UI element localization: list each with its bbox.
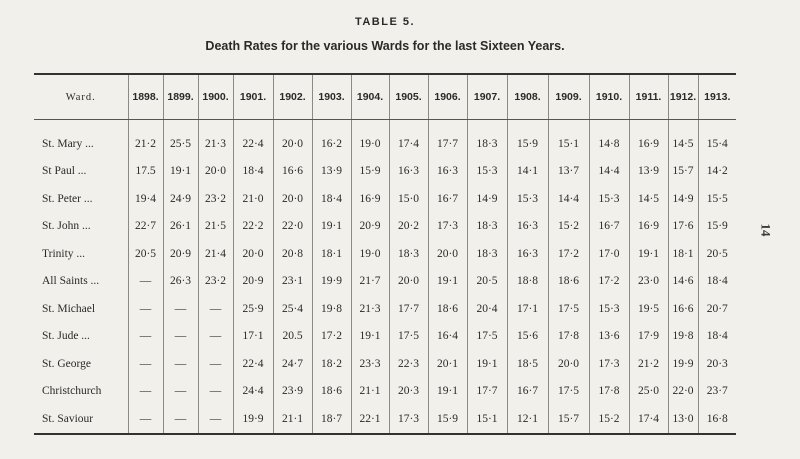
rate-cell: — xyxy=(163,378,198,406)
rate-cell: 17·5 xyxy=(389,323,428,351)
header-ward: Ward. xyxy=(34,74,128,120)
rate-cell: 19·8 xyxy=(668,323,698,351)
rate-cell: — xyxy=(163,295,198,323)
rate-cell: 18·8 xyxy=(507,268,548,296)
header-year: 1903. xyxy=(312,74,351,120)
rate-cell: 17·2 xyxy=(548,240,589,268)
rate-cell: 19·4 xyxy=(128,185,163,213)
rate-cell: 21·2 xyxy=(128,120,163,158)
rate-cell: 19·9 xyxy=(668,350,698,378)
rate-cell: 18·4 xyxy=(312,185,351,213)
rate-cell: 17·2 xyxy=(589,268,629,296)
ward-name: St Paul ... xyxy=(42,165,87,178)
rate-cell: 16·7 xyxy=(589,213,629,241)
rate-cell: 18·6 xyxy=(548,268,589,296)
header-year: 1907. xyxy=(467,74,507,120)
rate-cell: 17.5 xyxy=(128,158,163,186)
header-year: 1910. xyxy=(589,74,629,120)
rate-cell: — xyxy=(198,405,233,434)
header-year: 1912. xyxy=(668,74,698,120)
rate-cell: 14·5 xyxy=(668,120,698,158)
header-year: 1905. xyxy=(389,74,428,120)
ward-name: All Saints ... xyxy=(42,275,100,288)
rate-cell: 14·1 xyxy=(507,158,548,186)
rate-cell: 19·1 xyxy=(428,268,467,296)
rate-cell: 18·1 xyxy=(312,240,351,268)
rate-cell: 17·4 xyxy=(629,405,668,434)
rate-cell: 20·5 xyxy=(128,240,163,268)
rate-cell: 19·5 xyxy=(629,295,668,323)
rate-cell: 17·9 xyxy=(629,323,668,351)
rate-cell: 22·0 xyxy=(273,213,312,241)
rate-cell: 16·7 xyxy=(507,378,548,406)
rate-cell: 21·2 xyxy=(629,350,668,378)
rate-cell: 16·4 xyxy=(428,323,467,351)
rate-cell: 16·7 xyxy=(428,185,467,213)
header-year: 1898. xyxy=(128,74,163,120)
rate-cell: 18·7 xyxy=(312,405,351,434)
ward-name: Christchurch xyxy=(42,385,102,398)
header-year: 1904. xyxy=(351,74,389,120)
rate-cell: 22·1 xyxy=(351,405,389,434)
ward-name: St. Michael xyxy=(42,302,96,315)
header-year: 1911. xyxy=(629,74,668,120)
rate-cell: 18·2 xyxy=(312,350,351,378)
rate-cell: 15·9 xyxy=(698,213,736,241)
rate-cell: 18·6 xyxy=(428,295,467,323)
rate-cell: 17·2 xyxy=(312,323,351,351)
death-rates-table xyxy=(34,73,736,435)
ward-name: St. John ... xyxy=(42,220,91,233)
rate-cell: 20·0 xyxy=(389,268,428,296)
rate-cell: 15·9 xyxy=(507,120,548,158)
rate-cell: 15·7 xyxy=(668,158,698,186)
table-row xyxy=(34,185,736,213)
rate-cell: 14·4 xyxy=(548,185,589,213)
rate-cell: 13·7 xyxy=(548,158,589,186)
rate-cell: 22·2 xyxy=(233,213,273,241)
rate-cell: 19·1 xyxy=(312,213,351,241)
rate-cell: 17·8 xyxy=(589,378,629,406)
rate-cell: 15·3 xyxy=(589,185,629,213)
rate-cell: 15·9 xyxy=(428,405,467,434)
table-row xyxy=(34,323,736,351)
rate-cell: 20.5 xyxy=(273,323,312,351)
rate-cell: 15·2 xyxy=(589,405,629,434)
rate-cell: 20·0 xyxy=(548,350,589,378)
rate-cell: 23·3 xyxy=(351,350,389,378)
ward-name: St. Mary ... xyxy=(42,137,94,150)
rate-cell: 25·0 xyxy=(629,378,668,406)
rate-cell: 20·3 xyxy=(389,378,428,406)
rate-cell: 22·3 xyxy=(389,350,428,378)
rate-cell: 20·0 xyxy=(273,120,312,158)
header-year: 1900. xyxy=(198,74,233,120)
rate-cell: 15·1 xyxy=(467,405,507,434)
rate-cell: 19·9 xyxy=(312,268,351,296)
rate-cell: 19·1 xyxy=(629,240,668,268)
rate-cell: 14·4 xyxy=(589,158,629,186)
rate-cell: 14·8 xyxy=(589,120,629,158)
rate-cell: 16·3 xyxy=(507,213,548,241)
table-title: TABLE 5. xyxy=(354,16,416,28)
rate-cell: 17·5 xyxy=(548,378,589,406)
rate-cell: 17·3 xyxy=(428,213,467,241)
rate-cell: 18·3 xyxy=(467,213,507,241)
rate-cell: 22·0 xyxy=(668,378,698,406)
rate-cell: 18·4 xyxy=(698,268,736,296)
header-year: 1906. xyxy=(428,74,467,120)
rate-cell: 16·9 xyxy=(629,213,668,241)
table-row xyxy=(34,405,736,434)
rate-cell: 14·2 xyxy=(698,158,736,186)
rate-cell: — xyxy=(198,350,233,378)
rate-cell: 14·5 xyxy=(629,185,668,213)
rate-cell: 15·4 xyxy=(698,120,736,158)
rate-cell: 16·9 xyxy=(629,120,668,158)
table-row xyxy=(34,120,736,158)
rate-cell: 12·1 xyxy=(507,405,548,434)
rate-cell: 17·6 xyxy=(668,213,698,241)
rate-cell: 18·3 xyxy=(467,240,507,268)
rate-cell: 20·0 xyxy=(233,240,273,268)
rate-cell: 19·0 xyxy=(351,240,389,268)
rate-cell: 23·9 xyxy=(273,378,312,406)
rate-cell: 23·0 xyxy=(629,268,668,296)
rate-cell: 23·2 xyxy=(198,268,233,296)
rate-cell: 18·6 xyxy=(312,378,351,406)
rate-cell: 15·5 xyxy=(698,185,736,213)
rate-cell: 15·3 xyxy=(467,158,507,186)
rate-cell: 17·8 xyxy=(548,323,589,351)
rate-cell: 19·1 xyxy=(163,158,198,186)
rate-cell: 20·7 xyxy=(698,295,736,323)
rate-cell: 20·0 xyxy=(273,185,312,213)
rate-cell: 15·3 xyxy=(507,185,548,213)
header-year: 1901. xyxy=(233,74,273,120)
rate-cell: 14·9 xyxy=(467,185,507,213)
ward-name: St. Saviour xyxy=(42,412,94,425)
rate-cell: 20·1 xyxy=(428,350,467,378)
rate-cell: 16·9 xyxy=(351,185,389,213)
rate-cell: 16·6 xyxy=(273,158,312,186)
rate-cell: 25·4 xyxy=(273,295,312,323)
rate-cell: 16·8 xyxy=(698,405,736,434)
ward-name: St. Peter ... xyxy=(42,192,93,205)
rate-cell: 22·7 xyxy=(128,213,163,241)
rate-cell: 20·9 xyxy=(163,240,198,268)
rate-cell: 25·5 xyxy=(163,120,198,158)
rate-cell: 17·1 xyxy=(233,323,273,351)
rate-cell: 13·9 xyxy=(629,158,668,186)
table-row xyxy=(34,240,736,268)
rate-cell: — xyxy=(198,295,233,323)
rate-cell: 15·2 xyxy=(548,213,589,241)
rate-cell: 23·1 xyxy=(273,268,312,296)
rate-cell: 20·9 xyxy=(351,213,389,241)
rate-cell: 13·6 xyxy=(589,323,629,351)
rate-cell: 18·4 xyxy=(233,158,273,186)
ward-name: St. George xyxy=(42,357,91,370)
rate-cell: 17·4 xyxy=(389,120,428,158)
rate-cell: 20·2 xyxy=(389,213,428,241)
ward-name: St. Jude ... xyxy=(42,330,90,343)
rate-cell: 17·3 xyxy=(389,405,428,434)
header-year: 1913. xyxy=(698,74,736,120)
rate-cell: — xyxy=(163,350,198,378)
rate-cell: 17·1 xyxy=(507,295,548,323)
rate-cell: 14·9 xyxy=(668,185,698,213)
rate-cell: 21·0 xyxy=(233,185,273,213)
rate-cell: 24·4 xyxy=(233,378,273,406)
rate-cell: 23·7 xyxy=(698,378,736,406)
rate-cell: 20·5 xyxy=(698,240,736,268)
rate-cell: 24·7 xyxy=(273,350,312,378)
rate-cell: 16·3 xyxy=(507,240,548,268)
table-row xyxy=(34,268,736,296)
rate-cell: 15·9 xyxy=(351,158,389,186)
table-row xyxy=(34,295,736,323)
table-row xyxy=(34,158,736,186)
header-row xyxy=(34,74,736,120)
rate-cell: 21·3 xyxy=(198,120,233,158)
rate-cell: 18·5 xyxy=(507,350,548,378)
rate-cell: 20·0 xyxy=(198,158,233,186)
rate-cell: 14·6 xyxy=(668,268,698,296)
rate-cell: 22·4 xyxy=(233,350,273,378)
rate-cell: 25·9 xyxy=(233,295,273,323)
rate-cell: 21·3 xyxy=(351,295,389,323)
rate-cell: 22·4 xyxy=(233,120,273,158)
rate-cell: 16·3 xyxy=(428,158,467,186)
rate-cell: 20·5 xyxy=(467,268,507,296)
rate-cell: 19·8 xyxy=(312,295,351,323)
rate-cell: — xyxy=(128,378,163,406)
rate-cell: 16·2 xyxy=(312,120,351,158)
rate-cell: 19·0 xyxy=(351,120,389,158)
rate-cell: 17·3 xyxy=(589,350,629,378)
rate-cell: 17·7 xyxy=(389,295,428,323)
rate-cell: — xyxy=(128,323,163,351)
ward-name: Trinity ... xyxy=(42,247,86,260)
rate-cell: — xyxy=(198,378,233,406)
rate-cell: — xyxy=(128,350,163,378)
rate-cell: 20·9 xyxy=(233,268,273,296)
rate-cell: 21·5 xyxy=(198,213,233,241)
rate-cell: — xyxy=(163,405,198,434)
header-year: 1908. xyxy=(507,74,548,120)
header-year: 1902. xyxy=(273,74,312,120)
rate-cell: 20·4 xyxy=(467,295,507,323)
table-body xyxy=(34,120,736,434)
rate-cell: 15·0 xyxy=(389,185,428,213)
rate-cell: 20·3 xyxy=(698,350,736,378)
rate-cell: 19·1 xyxy=(467,350,507,378)
rate-cell: — xyxy=(128,268,163,296)
rate-cell: 15·7 xyxy=(548,405,589,434)
rate-cell: 15·6 xyxy=(507,323,548,351)
header-year: 1899. xyxy=(163,74,198,120)
rate-cell: 17·7 xyxy=(467,378,507,406)
rate-cell: 21·1 xyxy=(273,405,312,434)
rate-cell: 24·9 xyxy=(163,185,198,213)
rate-cell: — xyxy=(128,405,163,434)
rate-cell: 18·3 xyxy=(467,120,507,158)
rate-cell: 17·0 xyxy=(589,240,629,268)
rate-cell: 13·0 xyxy=(668,405,698,434)
rate-cell: 20·0 xyxy=(428,240,467,268)
header-year: 1909. xyxy=(548,74,589,120)
rate-cell: 18·1 xyxy=(668,240,698,268)
rate-cell: 16·6 xyxy=(668,295,698,323)
rate-cell: 20·8 xyxy=(273,240,312,268)
table-row xyxy=(34,213,736,241)
rate-cell: 26·3 xyxy=(163,268,198,296)
rate-cell: 17·5 xyxy=(548,295,589,323)
rate-cell: — xyxy=(163,323,198,351)
rate-cell: 16·3 xyxy=(389,158,428,186)
rate-cell: 26·1 xyxy=(163,213,198,241)
table-subtitle: Death Rates for the various Wards for the last Sixteen Years. xyxy=(205,39,565,53)
rate-cell: 17·7 xyxy=(428,120,467,158)
rate-cell: 17·5 xyxy=(467,323,507,351)
rate-cell: 18·4 xyxy=(698,323,736,351)
rate-cell: 19·9 xyxy=(233,405,273,434)
rate-cell: 23·2 xyxy=(198,185,233,213)
rate-cell: 19·1 xyxy=(428,378,467,406)
rate-cell: 13·9 xyxy=(312,158,351,186)
table-row xyxy=(34,378,736,406)
rate-cell: 21·4 xyxy=(198,240,233,268)
rate-cell: 21·7 xyxy=(351,268,389,296)
rate-cell: — xyxy=(198,323,233,351)
table-row xyxy=(34,350,736,378)
rate-cell: 18·3 xyxy=(389,240,428,268)
rate-cell: 15·1 xyxy=(548,120,589,158)
page-number: 14 xyxy=(758,223,774,237)
rate-cell: 19·1 xyxy=(351,323,389,351)
rate-cell: — xyxy=(128,295,163,323)
rate-cell: 15·3 xyxy=(589,295,629,323)
rate-cell: 21·1 xyxy=(351,378,389,406)
